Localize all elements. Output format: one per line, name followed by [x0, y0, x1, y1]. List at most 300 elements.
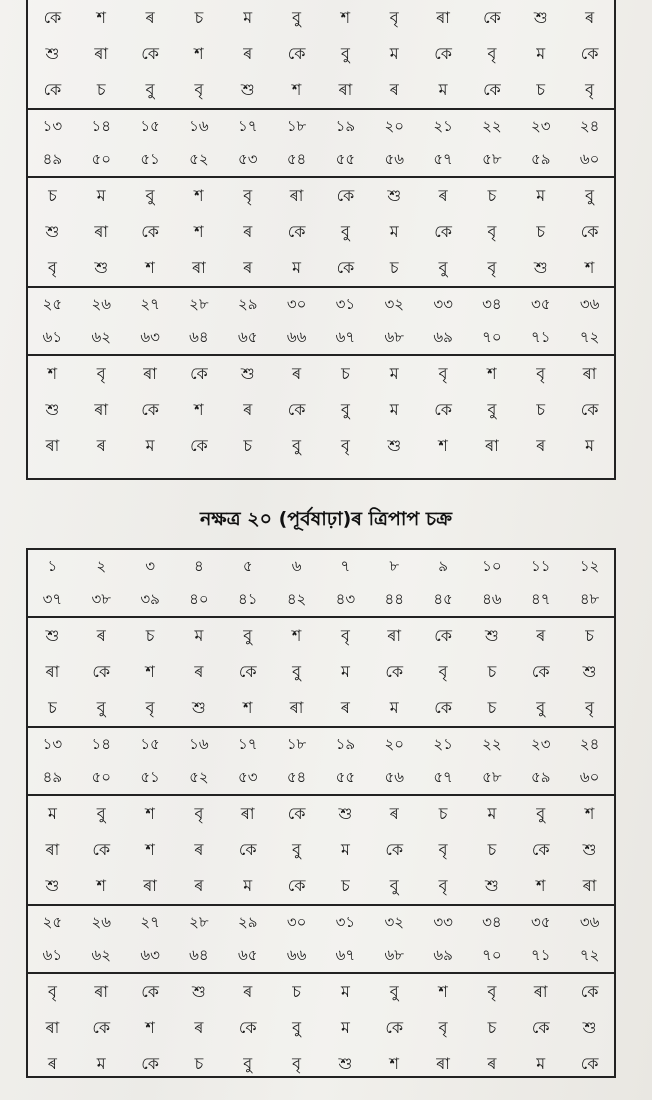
planet-cell: ৰ [585, 8, 595, 27]
planet-cell: কে [531, 840, 550, 859]
planet-cell: ৰা [533, 982, 548, 1001]
planet-cell: বৃ [194, 80, 204, 99]
planet-cell: ম [96, 1054, 106, 1073]
planet-cell: বু [536, 698, 546, 717]
number-cell: ৭ [340, 557, 351, 575]
planet-cell: ৰ [96, 626, 106, 645]
planet-cell: কে [92, 1018, 111, 1037]
planet-cell: ম [145, 436, 155, 455]
table-row [28, 728, 614, 761]
number-cell: ৪০ [189, 590, 209, 608]
planet-cell: কে [43, 80, 62, 99]
planet-cell: চ [487, 662, 497, 681]
planet-cell: বৃ [585, 698, 595, 717]
number-cell: ১৯ [335, 735, 356, 753]
planet-cell: শ [487, 364, 497, 383]
table-row [28, 939, 614, 972]
number-cell: ১৫ [140, 117, 160, 135]
planet-cell: ৰা [582, 876, 597, 895]
planet-cell: কে [190, 436, 208, 455]
planet-cell: চ [48, 698, 57, 717]
planet-cell: ৰ [389, 80, 399, 99]
planet-cell: বু [536, 804, 546, 823]
planet-cell: শু [240, 364, 255, 383]
number-cell: ৩২ [384, 295, 404, 313]
planet-cell: ৰা [338, 80, 353, 99]
table-row [28, 583, 614, 616]
planet-band [28, 618, 614, 728]
planet-cell: বৃ [292, 1054, 302, 1073]
planet-cell: বু [340, 44, 350, 63]
number-cell: ৪৮ [579, 590, 600, 608]
planet-cell: শ [536, 876, 546, 895]
planet-cell: কে [531, 662, 550, 681]
number-cell: ৩০ [286, 295, 307, 313]
number-cell: ৩ [145, 557, 155, 575]
planet-cell: ৰা [436, 8, 450, 27]
planet-cell: শ [145, 1018, 155, 1037]
planet-cell: ৰ [438, 186, 448, 205]
number-cell: ৬৩ [140, 946, 160, 964]
number-cell: ৫ [242, 557, 253, 575]
planet-cell: শু [387, 186, 402, 205]
planet-band [28, 974, 614, 1082]
planet-cell: বৃ [487, 222, 497, 241]
planet-cell: কে [287, 222, 306, 241]
planet-cell: বৃ [487, 44, 497, 63]
planet-cell: ৰ [243, 44, 253, 63]
planet-cell: শ [584, 258, 595, 277]
table-row [28, 250, 614, 286]
planet-cell: ম [487, 804, 497, 823]
number-cell: ৫৭ [433, 768, 453, 786]
planet-cell: ম [96, 186, 106, 205]
number-cell: ১ [47, 557, 58, 575]
planet-cell: কে [385, 1018, 404, 1037]
table-row [28, 832, 614, 868]
number-cell: ৬ [291, 557, 302, 575]
planet-cell: বু [340, 222, 350, 241]
planet-cell: ৰ [194, 840, 204, 859]
planet-cell: চ [194, 1054, 204, 1073]
planet-cell: শ [145, 840, 155, 859]
number-cell: ১৪ [91, 117, 111, 135]
planet-cell: বৃ [340, 626, 350, 645]
number-cell: ২৪ [579, 117, 600, 135]
planet-cell: কে [385, 662, 404, 681]
number-cell: ৬৪ [189, 328, 209, 346]
number-cell: ৩৫ [530, 913, 551, 931]
planet-cell: চ [96, 80, 106, 99]
number-cell: ১২ [579, 557, 600, 575]
number-cell: ২৭ [140, 295, 160, 313]
number-band [28, 906, 614, 974]
planet-cell: শ [389, 1054, 399, 1073]
number-cell: ৫৮ [482, 768, 502, 786]
planet-cell: বৃ [194, 804, 204, 823]
number-cell: ২৮ [189, 913, 209, 931]
planet-cell: শ [96, 876, 106, 895]
planet-cell: বৃ [536, 364, 546, 383]
planet-cell: ৰা [240, 804, 255, 823]
planet-cell: কে [287, 44, 306, 63]
planet-cell: শ [47, 364, 58, 383]
number-cell: ৪৪ [384, 590, 404, 608]
planet-cell: ৰা [45, 840, 60, 859]
planet-cell: বু [487, 400, 497, 419]
number-cell: ২০ [384, 117, 404, 135]
planet-cell: ম [536, 1054, 546, 1073]
planet-cell: চ [194, 8, 204, 27]
number-cell: ৫৪ [286, 150, 307, 168]
planet-cell: বৃ [340, 436, 350, 455]
planet-band [28, 0, 614, 110]
planet-cell: শ [340, 8, 351, 27]
planet-cell: বৃ [145, 698, 155, 717]
planet-band [28, 178, 614, 288]
planet-cell: ৰা [485, 436, 499, 455]
number-cell: ৫৫ [335, 150, 356, 168]
number-cell: ৪১ [238, 590, 258, 608]
planet-cell: ৰ [243, 982, 253, 1001]
number-cell: ২২ [482, 735, 502, 753]
number-cell: ৪ [194, 557, 204, 575]
planet-cell: ম [47, 804, 57, 823]
number-cell: ৬৬ [286, 328, 307, 346]
planet-cell: বু [96, 804, 106, 823]
planet-cell: বৃ [438, 840, 448, 859]
planet-cell: ম [585, 436, 595, 455]
planet-cell: বু [243, 1054, 253, 1073]
number-cell: ৩৮ [91, 590, 111, 608]
number-cell: ২৯ [237, 913, 258, 931]
planet-cell: কে [580, 222, 599, 241]
planet-cell: শু [338, 1054, 353, 1073]
planet-cell: ম [389, 364, 399, 383]
number-cell: ২১ [433, 117, 453, 135]
number-cell: ১৩ [42, 735, 63, 753]
planet-cell: কে [385, 840, 404, 859]
number-cell: ৫০ [91, 150, 111, 168]
planet-cell: ম [340, 1018, 350, 1037]
planet-cell: বু [438, 258, 448, 277]
planet-cell: কে [92, 662, 111, 681]
number-cell: ২৯ [237, 295, 258, 313]
planet-cell: চ [536, 400, 546, 419]
planet-cell: ৰ [194, 662, 204, 681]
planet-cell: শ [291, 80, 302, 99]
planet-cell: শু [192, 982, 206, 1001]
planet-cell: ৰ [243, 222, 253, 241]
table-row [28, 392, 614, 428]
planet-cell: কে [336, 258, 355, 277]
table-row [28, 72, 614, 108]
number-cell: ৩৪ [482, 913, 502, 931]
planet-cell: বৃ [47, 258, 57, 277]
planet-cell: বু [292, 840, 302, 859]
planet-cell: বৃ [96, 364, 106, 383]
planet-cell: শ [291, 626, 302, 645]
table-row [28, 356, 614, 392]
planet-cell: শু [533, 258, 548, 277]
planet-cell: বু [96, 698, 106, 717]
number-cell: ৭০ [482, 328, 502, 346]
table-row [28, 868, 614, 904]
number-cell: ৩১ [335, 913, 356, 931]
planet-cell: ৰ [243, 400, 253, 419]
planet-cell: শু [45, 222, 60, 241]
number-cell: ২৮ [189, 295, 209, 313]
number-cell: ১৭ [237, 735, 258, 753]
number-band [28, 288, 614, 356]
table-row [28, 618, 614, 654]
table-row [28, 428, 614, 464]
number-cell: ৫৯ [531, 768, 551, 786]
number-cell: ৫৩ [237, 768, 258, 786]
planet-cell: শু [94, 258, 109, 277]
planet-cell: চ [389, 258, 399, 277]
planet-cell: শ [438, 982, 448, 1001]
table-row [28, 796, 614, 832]
number-cell: ১৪ [91, 735, 111, 753]
number-cell: ৩২ [384, 913, 404, 931]
planet-cell: শ [438, 436, 448, 455]
planet-cell: বৃ [47, 982, 57, 1001]
table-row [28, 550, 614, 583]
planet-cell: বু [243, 626, 253, 645]
planet-cell: শু [582, 662, 597, 681]
planet-cell: কে [141, 1054, 159, 1073]
planet-cell: কে [580, 400, 599, 419]
planet-cell: শু [240, 80, 255, 99]
planet-cell: ৰ [340, 698, 350, 717]
number-cell: ৬১ [42, 946, 63, 964]
planet-cell: চ [487, 840, 497, 859]
number-cell: ৫১ [140, 150, 160, 168]
number-cell: ৩৩ [433, 295, 453, 313]
planet-cell: বৃ [438, 364, 448, 383]
planet-cell: ম [389, 698, 399, 717]
number-cell: ১৮ [286, 735, 307, 753]
table-row [28, 36, 614, 72]
number-cell: ৪৯ [42, 768, 63, 786]
planet-cell: চ [48, 186, 57, 205]
planet-cell: কে [336, 186, 355, 205]
planet-cell: শু [533, 8, 548, 27]
planet-cell: শু [192, 698, 206, 717]
planet-cell: বৃ [585, 80, 595, 99]
planet-cell: শু [582, 840, 597, 859]
number-cell: ৩৯ [140, 590, 160, 608]
number-cell: ৭২ [579, 946, 600, 964]
planet-cell: শ [243, 698, 253, 717]
number-cell: ৬৫ [237, 328, 258, 346]
planet-cell: শ [584, 804, 595, 823]
planet-cell: বৃ [438, 876, 448, 895]
number-cell: ২৪ [579, 735, 600, 753]
planet-cell: ৰা [94, 982, 109, 1001]
number-cell: ৬৭ [335, 946, 356, 964]
number-cell: ২৭ [140, 913, 160, 931]
number-cell: ৪৯ [42, 150, 63, 168]
number-cell: ১৬ [189, 735, 209, 753]
number-cell: ৫৯ [531, 150, 551, 168]
planet-cell: কে [141, 44, 159, 63]
planet-cell: কে [190, 364, 208, 383]
number-cell: ৮ [389, 557, 400, 575]
number-cell: ৬৪ [189, 946, 209, 964]
planet-cell: বু [292, 8, 302, 27]
number-cell: ৬০ [579, 768, 600, 786]
planet-cell: ম [243, 876, 253, 895]
planet-cell: কে [434, 400, 452, 419]
number-cell: ৩১ [335, 295, 356, 313]
planet-cell: কে [434, 222, 452, 241]
planet-cell: ৰা [45, 436, 60, 455]
planet-cell: ৰা [45, 1018, 60, 1037]
planet-cell: শু [45, 44, 60, 63]
planet-cell: কে [287, 876, 306, 895]
planet-cell: বু [389, 876, 399, 895]
planet-cell: কে [483, 80, 501, 99]
number-cell: ২১ [433, 735, 453, 753]
table-row [28, 654, 614, 690]
planet-cell: ম [340, 662, 350, 681]
planet-cell: কে [580, 1054, 599, 1073]
number-cell: ১৩ [42, 117, 63, 135]
number-cell: ১১ [531, 557, 551, 575]
planet-cell: কে [238, 662, 257, 681]
planet-cell: বৃ [487, 982, 497, 1001]
planet-cell: চ [536, 80, 546, 99]
planet-cell: ৰা [192, 258, 206, 277]
planet-cell: কে [483, 8, 501, 27]
number-cell: ২৫ [42, 295, 63, 313]
number-cell: ১৭ [237, 117, 258, 135]
tripap-chart-purvashadha [26, 548, 616, 1078]
planet-cell: ম [536, 186, 546, 205]
planet-cell: কে [43, 8, 62, 27]
planet-cell: চ [292, 982, 301, 1001]
planet-cell: ম [292, 258, 302, 277]
planet-cell: ম [389, 222, 399, 241]
number-cell: ৫৬ [384, 768, 404, 786]
planet-cell: ৰা [94, 222, 109, 241]
number-cell: ৩৪ [482, 295, 502, 313]
number-cell: ৬৯ [433, 328, 453, 346]
planet-cell: শ [194, 44, 204, 63]
number-band [28, 110, 614, 178]
planet-cell: কে [92, 840, 111, 859]
planet-cell: শু [485, 876, 499, 895]
number-cell: ৬২ [91, 946, 111, 964]
planet-cell: ম [536, 44, 546, 63]
number-cell: ৬৭ [335, 328, 356, 346]
planet-cell: ম [243, 8, 253, 27]
planet-cell: বু [340, 400, 350, 419]
planet-cell: শ [96, 8, 106, 27]
planet-cell: শ [145, 804, 155, 823]
number-cell: ৬৮ [384, 328, 404, 346]
planet-cell: শু [45, 876, 60, 895]
number-cell: ২৩ [530, 735, 551, 753]
number-cell: ৪৭ [530, 590, 551, 608]
number-cell: ৩৬ [579, 913, 600, 931]
number-cell: ৬৮ [384, 946, 404, 964]
planet-cell: ৰা [289, 698, 304, 717]
number-cell: ২৫ [42, 913, 63, 931]
planet-cell: ৰা [436, 1054, 450, 1073]
number-cell: ৫২ [189, 768, 209, 786]
number-cell: ৪৬ [482, 590, 502, 608]
planet-cell: বু [292, 662, 302, 681]
planet-cell: শ [194, 222, 204, 241]
planet-cell: কে [580, 44, 599, 63]
table-row [28, 1010, 614, 1046]
planet-cell: চ [487, 186, 497, 205]
number-cell: ৪২ [286, 590, 307, 608]
table-row [28, 143, 614, 176]
planet-cell: শু [582, 1018, 597, 1037]
planet-cell: ৰা [94, 400, 109, 419]
planet-cell: শ [145, 258, 155, 277]
planet-cell: বৃ [487, 258, 497, 277]
planet-cell: ৰা [582, 364, 597, 383]
number-cell: ৭২ [579, 328, 600, 346]
table-row [28, 761, 614, 794]
number-cell: ৪৩ [335, 590, 356, 608]
number-cell: ৫৩ [237, 150, 258, 168]
number-cell: ৯ [438, 557, 448, 575]
planet-cell: শু [485, 626, 499, 645]
planet-cell: বৃ [438, 662, 448, 681]
planet-cell: শ [194, 186, 204, 205]
planet-cell: কে [141, 400, 159, 419]
planet-cell: ম [340, 840, 350, 859]
planet-cell: বু [292, 436, 302, 455]
planet-cell: ৰ [487, 1054, 497, 1073]
number-cell: ৭১ [530, 328, 551, 346]
number-cell: ১০ [482, 557, 502, 575]
planet-cell: ম [389, 400, 399, 419]
planet-cell: বু [145, 80, 155, 99]
planet-cell: চ [341, 364, 350, 383]
planet-cell: ম [340, 982, 350, 1001]
number-cell: ৩০ [286, 913, 307, 931]
planet-cell: চ [487, 1018, 497, 1037]
table-row [28, 178, 614, 214]
table-row [28, 321, 614, 354]
planet-cell: শ [194, 400, 204, 419]
planet-cell: চ [243, 436, 253, 455]
planet-cell: চ [536, 222, 546, 241]
planet-cell: কে [434, 626, 452, 645]
planet-cell: ৰ [145, 8, 155, 27]
planet-cell: ৰা [45, 662, 60, 681]
number-cell: ৫৭ [433, 150, 453, 168]
planet-cell: ৰা [289, 186, 304, 205]
planet-cell: ম [389, 44, 399, 63]
planet-band [28, 356, 614, 464]
planet-cell: বৃ [243, 186, 253, 205]
planet-cell: কে [141, 222, 159, 241]
number-cell: ৬৫ [237, 946, 258, 964]
planet-cell: ৰা [143, 364, 157, 383]
number-cell: ২৬ [91, 295, 111, 313]
planet-cell: শু [45, 400, 60, 419]
table-row [28, 906, 614, 939]
planet-cell: কে [434, 44, 452, 63]
